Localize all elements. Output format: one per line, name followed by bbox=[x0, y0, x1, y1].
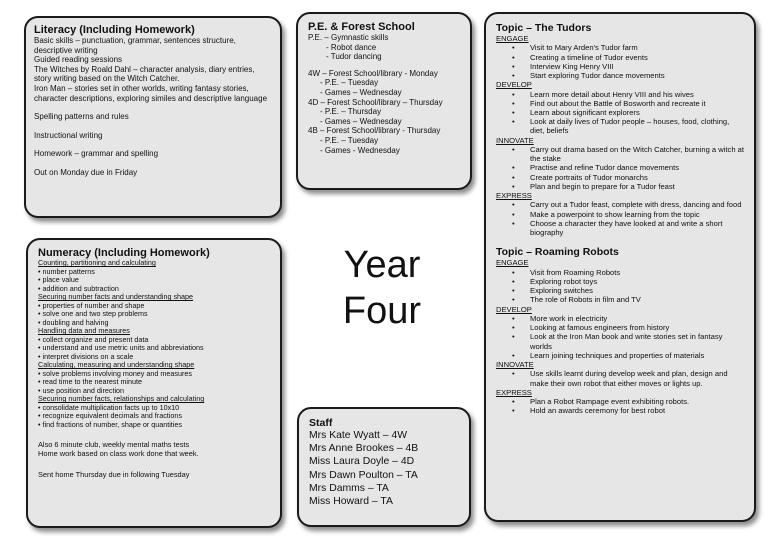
pe-line: - P.E. – Tuesday bbox=[320, 135, 379, 145]
pe-line: - P.E. – Tuesday bbox=[320, 78, 379, 88]
staff-member: Mrs Kate Wyatt – 4W bbox=[309, 430, 408, 441]
year-label: Year bbox=[343, 244, 421, 286]
literacy-line: The Witches by Roald Dahl – character analysis, diary entries, story writing based on the Witch Catcher. bbox=[34, 64, 255, 84]
tudors-engage-item: • Creating a timeline of Tudor events bbox=[496, 53, 744, 62]
tudors-develop-item: • Look at daily lives of Tudor people – houses, food, clothing, diet, beliefs bbox=[496, 117, 744, 135]
tudors-innovate-item: • Practise and refine Tudor dance movements bbox=[496, 163, 744, 172]
robots-develop-item: • More work in electricity bbox=[496, 314, 744, 323]
tudors-express-item: • Choose a character they have looked at and write a short biography bbox=[496, 219, 744, 237]
tudors-develop-item: • Learn about significant explorers bbox=[496, 108, 744, 117]
robots-express-heading: EXPRESS bbox=[496, 387, 532, 397]
numeracy-item: • number patterns bbox=[38, 268, 270, 277]
numeracy-section-heading: Handling data and measures bbox=[38, 326, 130, 335]
pe-line: 4B – Forest School/library - Thursday bbox=[308, 126, 441, 136]
tudors-engage-item: • Start exploring Tudor dance movements bbox=[496, 71, 744, 80]
tudors-express-item: • Carry out a Tudor feast, complete with dress, dancing and food bbox=[496, 200, 744, 209]
numeracy-title: Numeracy (Including Homework) bbox=[38, 247, 210, 259]
literacy-out: Out on Monday due in Friday bbox=[34, 167, 138, 177]
numeracy-item: • understand and use metric units and abbreviations bbox=[38, 344, 270, 353]
pe-line: - Tudor dancing bbox=[326, 52, 382, 62]
pe-line: - P.E. – Thursday bbox=[320, 107, 382, 117]
tudors-develop-item: • Learn more detail about Henry VIII and his wives bbox=[496, 90, 744, 99]
pe-panel bbox=[296, 12, 472, 190]
robots-develop-item: • Look at the Iron Man book and write stories set in fantasy worlds bbox=[496, 332, 744, 350]
pe-line: - Robot dance bbox=[326, 42, 377, 52]
numeracy-item: • solve one and two step problems bbox=[38, 310, 270, 319]
robots-engage-item: • Exploring robot toys bbox=[496, 277, 744, 286]
literacy-line: Basic skills – punctuation, grammar, sentences structure, descriptive writing bbox=[34, 36, 236, 55]
numeracy-item: • recognize equivalent decimals and fractions bbox=[38, 412, 270, 421]
staff-member: Mrs Dawn Poulton – TA bbox=[309, 469, 418, 481]
robots-engage-item: • Visit from Roaming Robots bbox=[496, 268, 744, 277]
staff-member: Mrs Anne Brookes – 4B bbox=[309, 443, 419, 455]
robots-innovate-item: • Use skills learnt during develop week and plan, design and make their own robot that either moves or lights up. bbox=[496, 369, 744, 387]
robots-innovate-heading: INNOVATE bbox=[496, 359, 534, 369]
tudors-engage-heading: ENGAGE bbox=[496, 34, 529, 43]
robots-engage-item: • The role of Robots in film and TV bbox=[496, 295, 744, 304]
numeracy-item: • place value bbox=[38, 276, 270, 285]
staff-panel bbox=[297, 407, 471, 527]
numeracy-note: Also 6 minute club, weekly mental maths tests bbox=[38, 440, 190, 449]
numeracy-item: • collect organize and present data bbox=[38, 336, 270, 345]
tudors-innovate-item: • Create portraits of Tudor monarchs bbox=[496, 173, 744, 182]
pe-line: P.E. – Gymnastic skills bbox=[308, 33, 389, 42]
numeracy-panel bbox=[26, 238, 282, 528]
staff-member: Mrs Damms – TA bbox=[309, 482, 389, 494]
staff-title: Staff bbox=[309, 417, 333, 429]
tudors-innovate-item: • Plan and begin to prepare for a Tudor feast bbox=[496, 182, 744, 191]
numeracy-item: • find fractions of number, shape or quantities bbox=[38, 421, 270, 430]
numeracy-note: Sent home Thursday due in following Tuesday bbox=[38, 470, 190, 479]
robots-express-item: • Hold an awards ceremony for best robot bbox=[496, 406, 744, 415]
tudors-innovate-item: • Carry out drama based on the Witch Catcher, burning a witch at the stake bbox=[496, 145, 744, 163]
robots-engage-item: • Exploring switches bbox=[496, 286, 744, 295]
numeracy-item: • use position and direction bbox=[38, 387, 270, 396]
tudors-engage-item: • Interview King Henry VIII bbox=[496, 62, 744, 71]
numeracy-section-heading: Calculating, measuring and understanding shape bbox=[38, 360, 195, 369]
literacy-line: Iron Man – stories set in other worlds, writing fantasy stories, character descriptions, exploring similes and descriptive language bbox=[34, 83, 268, 103]
pe-line: 4D – Forest School/library – Thursday bbox=[308, 97, 443, 107]
tudors-express-heading: EXPRESS bbox=[496, 191, 532, 201]
literacy-homework: Homework – grammar and spelling bbox=[34, 149, 159, 159]
literacy-panel bbox=[24, 16, 282, 218]
tudors-express-item: • Make a powerpoint to show learning from the topic bbox=[496, 210, 744, 219]
pe-line: - Games – Wednesday bbox=[320, 116, 402, 126]
robots-express-item: • Plan a Robot Rampage event exhibiting robots. bbox=[496, 397, 744, 406]
four-label: Four bbox=[342, 290, 422, 332]
numeracy-section-heading: Securing number facts, relationships and calculating bbox=[38, 394, 205, 403]
staff-member: Miss Laura Doyle – 4D bbox=[309, 456, 415, 468]
numeracy-note: Home work based on class work done that week. bbox=[38, 449, 199, 458]
staff-member: Miss Howard – TA bbox=[309, 496, 393, 508]
topic-panel bbox=[484, 12, 756, 522]
numeracy-section-heading: Securing number facts and understanding shape bbox=[38, 292, 194, 301]
numeracy-item: • solve problems involving money and measures bbox=[38, 370, 270, 379]
pe-line: - Games – Wednesday bbox=[320, 87, 402, 97]
literacy-spelling: Spelling patterns and rules bbox=[34, 112, 129, 122]
tudors-title: Topic – The Tudors bbox=[496, 22, 592, 34]
numeracy-item: • doubling and halving bbox=[38, 319, 270, 328]
tudors-develop-item: • Find out about the Battle of Bosworth and recreate it bbox=[496, 99, 744, 108]
pe-line: - Games - Wednesday bbox=[320, 145, 400, 155]
tudors-develop-heading: DEVELOP bbox=[496, 80, 532, 90]
literacy-title: Literacy (Including Homework) bbox=[34, 24, 195, 36]
numeracy-section-heading: Counting, partitioning and calculating bbox=[38, 258, 156, 267]
robots-title: Topic – Roaming Robots bbox=[496, 246, 619, 259]
numeracy-item: • consolidate multiplication facts up to 10x10 bbox=[38, 404, 270, 413]
tudors-engage-item: • Visit to Mary Arden's Tudor farm bbox=[496, 43, 744, 52]
numeracy-item: • interpret divisions on a scale bbox=[38, 353, 270, 362]
pe-line: 4W – Forest School/library - Monday bbox=[308, 68, 438, 78]
numeracy-item: • properties of number and shape bbox=[38, 302, 270, 311]
pe-title: P.E. & Forest School bbox=[308, 21, 415, 33]
robots-develop-item: • Looking at famous engineers from history bbox=[496, 323, 744, 332]
tudors-innovate-heading: INNOVATE bbox=[496, 135, 534, 145]
literacy-line: Guided reading sessions bbox=[34, 55, 123, 65]
robots-develop-item: • Learn joining techniques and properties of materials bbox=[496, 351, 744, 360]
robots-develop-heading: DEVELOP bbox=[496, 304, 532, 314]
numeracy-item: • addition and subtraction bbox=[38, 285, 270, 294]
robots-engage-heading: ENGAGE bbox=[496, 258, 529, 268]
numeracy-item: • read time to the nearest minute bbox=[38, 378, 270, 387]
literacy-instructional: Instructional writing bbox=[34, 130, 103, 140]
